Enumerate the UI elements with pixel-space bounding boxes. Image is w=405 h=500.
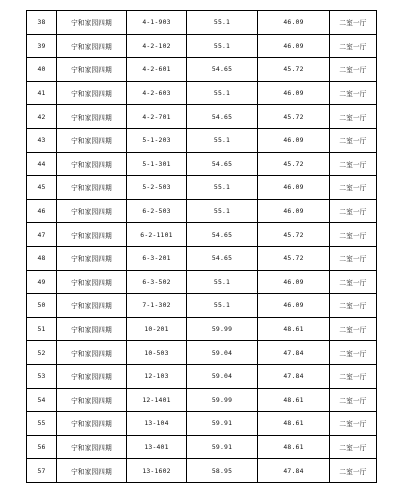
layout-cell: 二室一厅: [330, 105, 377, 129]
building-area-cell: 55.1: [187, 199, 258, 223]
layout-cell: 二室一厅: [330, 176, 377, 200]
usable-area-cell: 45.72: [258, 223, 330, 247]
table-row: [27, 11, 377, 35]
community-cell: 宁和家园四期: [57, 176, 127, 200]
usable-area-cell: 45.72: [258, 246, 330, 270]
community-cell: 宁和家园四期: [57, 152, 127, 176]
usable-area-cell: 48.61: [258, 388, 330, 412]
row-number-cell: 41: [27, 81, 57, 105]
layout-cell: 二室一厅: [330, 58, 377, 82]
table-row: [27, 388, 377, 412]
layout-cell: 二室一厅: [330, 34, 377, 58]
table-row: [27, 412, 377, 436]
building-area-cell: 54.65: [187, 58, 258, 82]
table-row: [27, 58, 377, 82]
row-number-cell: 49: [27, 270, 57, 294]
unit-number-cell: 12-103: [127, 364, 187, 388]
unit-number-cell: 4-1-903: [127, 11, 187, 35]
layout-cell: 二室一厅: [330, 388, 377, 412]
usable-area-cell: 48.61: [258, 435, 330, 459]
usable-area-cell: 45.72: [258, 152, 330, 176]
table-row: [27, 459, 377, 483]
unit-number-cell: 4-2-601: [127, 58, 187, 82]
unit-number-cell: 4-2-701: [127, 105, 187, 129]
table-row: [27, 105, 377, 129]
row-number-cell: 38: [27, 11, 57, 35]
building-area-cell: 54.65: [187, 105, 258, 129]
table-row: [27, 81, 377, 105]
unit-number-cell: 13-1602: [127, 459, 187, 483]
community-cell: 宁和家园四期: [57, 11, 127, 35]
layout-cell: 二室一厅: [330, 294, 377, 318]
table-row: [27, 341, 377, 365]
community-cell: 宁和家园四期: [57, 364, 127, 388]
unit-number-cell: 4-2-102: [127, 34, 187, 58]
usable-area-cell: 46.09: [258, 199, 330, 223]
layout-cell: 二室一厅: [330, 435, 377, 459]
row-number-cell: 52: [27, 341, 57, 365]
table-row: [27, 435, 377, 459]
community-cell: 宁和家园四期: [57, 435, 127, 459]
unit-number-cell: 6-2-1101: [127, 223, 187, 247]
community-cell: 宁和家园四期: [57, 34, 127, 58]
community-cell: 宁和家园四期: [57, 199, 127, 223]
building-area-cell: 55.1: [187, 294, 258, 318]
community-cell: 宁和家园四期: [57, 459, 127, 483]
building-area-cell: 55.1: [187, 270, 258, 294]
building-area-cell: 59.04: [187, 341, 258, 365]
unit-number-cell: 5-1-203: [127, 128, 187, 152]
building-area-cell: 58.95: [187, 459, 258, 483]
row-number-cell: 47: [27, 223, 57, 247]
building-area-cell: 59.91: [187, 412, 258, 436]
community-cell: 宁和家园四期: [57, 270, 127, 294]
row-number-cell: 46: [27, 199, 57, 223]
layout-cell: 二室一厅: [330, 412, 377, 436]
row-number-cell: 56: [27, 435, 57, 459]
table-row: [27, 223, 377, 247]
unit-number-cell: 13-104: [127, 412, 187, 436]
unit-number-cell: 10-503: [127, 341, 187, 365]
community-cell: 宁和家园四期: [57, 223, 127, 247]
row-number-cell: 39: [27, 34, 57, 58]
layout-cell: 二室一厅: [330, 199, 377, 223]
usable-area-cell: 46.09: [258, 294, 330, 318]
layout-cell: 二室一厅: [330, 341, 377, 365]
usable-area-cell: 47.84: [258, 341, 330, 365]
community-cell: 宁和家园四期: [57, 246, 127, 270]
building-area-cell: 59.99: [187, 388, 258, 412]
usable-area-cell: 46.09: [258, 81, 330, 105]
community-cell: 宁和家园四期: [57, 128, 127, 152]
building-area-cell: 59.04: [187, 364, 258, 388]
usable-area-cell: 46.09: [258, 11, 330, 35]
row-number-cell: 50: [27, 294, 57, 318]
usable-area-cell: 48.61: [258, 412, 330, 436]
housing-table: [26, 10, 377, 483]
community-cell: 宁和家园四期: [57, 81, 127, 105]
usable-area-cell: 47.84: [258, 459, 330, 483]
usable-area-cell: 48.61: [258, 317, 330, 341]
table-row: [27, 176, 377, 200]
building-area-cell: 54.65: [187, 246, 258, 270]
layout-cell: 二室一厅: [330, 223, 377, 247]
row-number-cell: 51: [27, 317, 57, 341]
row-number-cell: 55: [27, 412, 57, 436]
table-row: [27, 199, 377, 223]
unit-number-cell: 10-201: [127, 317, 187, 341]
unit-number-cell: 5-1-301: [127, 152, 187, 176]
usable-area-cell: 45.72: [258, 58, 330, 82]
usable-area-cell: 46.09: [258, 128, 330, 152]
usable-area-cell: 45.72: [258, 105, 330, 129]
unit-number-cell: 7-1-302: [127, 294, 187, 318]
usable-area-cell: 47.84: [258, 364, 330, 388]
building-area-cell: 55.1: [187, 11, 258, 35]
building-area-cell: 55.1: [187, 81, 258, 105]
community-cell: 宁和家园四期: [57, 317, 127, 341]
building-area-cell: 59.91: [187, 435, 258, 459]
building-area-cell: 55.1: [187, 34, 258, 58]
table-row: [27, 152, 377, 176]
layout-cell: 二室一厅: [330, 270, 377, 294]
row-number-cell: 57: [27, 459, 57, 483]
building-area-cell: 55.1: [187, 128, 258, 152]
layout-cell: 二室一厅: [330, 459, 377, 483]
usable-area-cell: 46.09: [258, 270, 330, 294]
unit-number-cell: 5-2-503: [127, 176, 187, 200]
community-cell: 宁和家园四期: [57, 294, 127, 318]
unit-number-cell: 6-2-503: [127, 199, 187, 223]
building-area-cell: 55.1: [187, 176, 258, 200]
usable-area-cell: 46.09: [258, 34, 330, 58]
layout-cell: 二室一厅: [330, 81, 377, 105]
table-row: [27, 128, 377, 152]
table-row: [27, 317, 377, 341]
layout-cell: 二室一厅: [330, 152, 377, 176]
layout-cell: 二室一厅: [330, 246, 377, 270]
row-number-cell: 48: [27, 246, 57, 270]
usable-area-cell: 46.09: [258, 176, 330, 200]
community-cell: 宁和家园四期: [57, 58, 127, 82]
layout-cell: 二室一厅: [330, 317, 377, 341]
layout-cell: 二室一厅: [330, 364, 377, 388]
row-number-cell: 54: [27, 388, 57, 412]
unit-number-cell: 6-3-201: [127, 246, 187, 270]
row-number-cell: 44: [27, 152, 57, 176]
row-number-cell: 43: [27, 128, 57, 152]
community-cell: 宁和家园四期: [57, 341, 127, 365]
table-body: [27, 11, 377, 483]
row-number-cell: 40: [27, 58, 57, 82]
community-cell: 宁和家园四期: [57, 105, 127, 129]
community-cell: 宁和家园四期: [57, 412, 127, 436]
unit-number-cell: 6-3-502: [127, 270, 187, 294]
unit-number-cell: 12-1401: [127, 388, 187, 412]
row-number-cell: 42: [27, 105, 57, 129]
building-area-cell: 54.65: [187, 152, 258, 176]
table-row: [27, 246, 377, 270]
table-row: [27, 364, 377, 388]
layout-cell: 二室一厅: [330, 128, 377, 152]
community-cell: 宁和家园四期: [57, 388, 127, 412]
building-area-cell: 59.99: [187, 317, 258, 341]
layout-cell: 二室一厅: [330, 11, 377, 35]
building-area-cell: 54.65: [187, 223, 258, 247]
row-number-cell: 53: [27, 364, 57, 388]
unit-number-cell: 4-2-603: [127, 81, 187, 105]
table-row: [27, 34, 377, 58]
row-number-cell: 45: [27, 176, 57, 200]
table-row: [27, 270, 377, 294]
table-row: [27, 294, 377, 318]
unit-number-cell: 13-401: [127, 435, 187, 459]
